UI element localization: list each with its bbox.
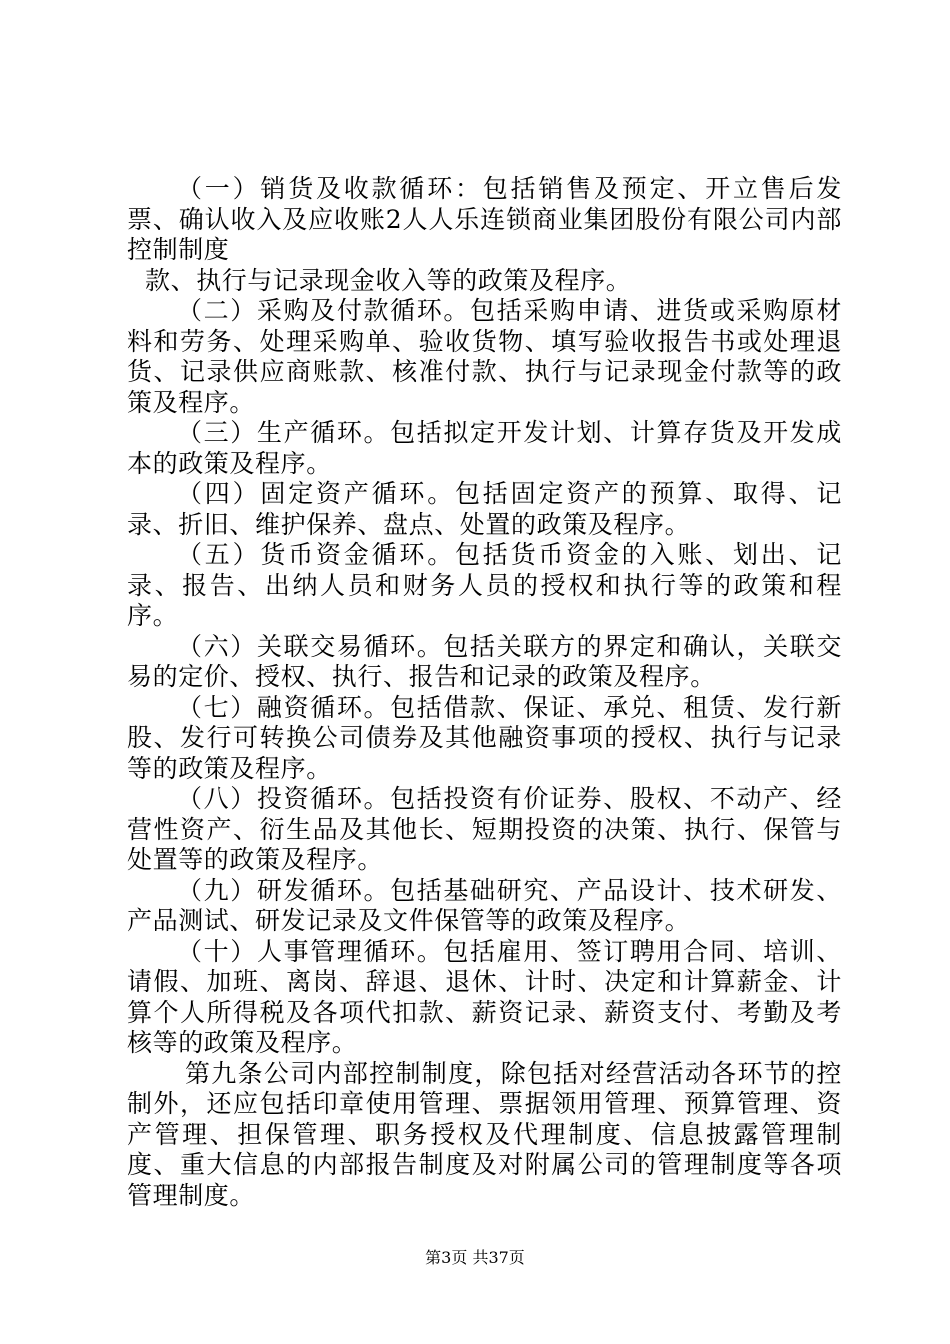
paragraph-production-cycle: （三）生产循环。包括拟定开发计划、计算存货及开发成本的政策及程序。 (127, 418, 842, 478)
paragraph-hr-cycle: （十）人事管理循环。包括雇用、签订聘用合同、培训、请假、加班、离岗、辞退、退休、计时、决定和计算薪金、计算个人所得税及各项代扣款、薪资记录、薪资支付、考勤及考核等的政策及程序。 (127, 936, 842, 1057)
paragraph-related-party-cycle: （六）关联交易循环。包括关联方的界定和确认，关联交易的定价、授权、执行、报告和记录的政策及程序。 (127, 631, 842, 691)
paragraph-fixed-assets-cycle: （四）固定资产循环。包括固定资产的预算、取得、记录、折旧、维护保养、盘点、处置的政策及程序。 (127, 479, 842, 539)
paragraph-cash-cycle: （五）货币资金循环。包括货币资金的入账、划出、记录、报告、出纳人员和财务人员的授权和执行等的政策和程序。 (127, 540, 842, 630)
paragraph-investment-cycle: （八）投资循环。包括投资有价证券、股权、不动产、经营性资产、衍生品及其他长、短期投资的决策、执行、保管与处置等的政策及程序。 (127, 784, 842, 874)
paragraph-sales-cycle-continued: 款、执行与记录现金收入等的政策及程序。 (145, 265, 632, 295)
document-body (127, 174, 842, 1211)
paragraph-sales-cycle: （一）销货及收款循环：包括销售及预定、开立售后发票、确认收入及应收账2人人乐连锁商业集团股份有限公司内部控制制度 (127, 174, 842, 264)
paragraph-article-nine: 第九条公司内部控制制度，除包括对经营活动各环节的控制外，还应包括印章使用管理、票据领用管理、预算管理、资产管理、担保管理、职务授权及代理制度、信息披露管理制度、重大信息的内部报告制度及对附属公司的管理制度等各项管理制度。 (127, 1058, 842, 1210)
paragraph-financing-cycle: （七）融资循环。包括借款、保证、承兑、租赁、发行新股、发行可转换公司债券及其他融资事项的授权、执行与记录等的政策及程序。 (127, 692, 842, 783)
paragraph-rnd-cycle: （九）研发循环。包括基础研究、产品设计、技术研发、产品测试、研发记录及文件保管等的政策及程序。 (127, 875, 842, 935)
paragraph-purchase-cycle: （二）采购及付款循环。包括采购申请、进货或采购原材料和劳务、处理采购单、验收货物、填写验收报告书或处理退货、记录供应商账款、核准付款、执行与记录现金付款等的政策及程序。 (127, 296, 842, 417)
page-number: 第3页 共37页 (425, 1248, 525, 1267)
